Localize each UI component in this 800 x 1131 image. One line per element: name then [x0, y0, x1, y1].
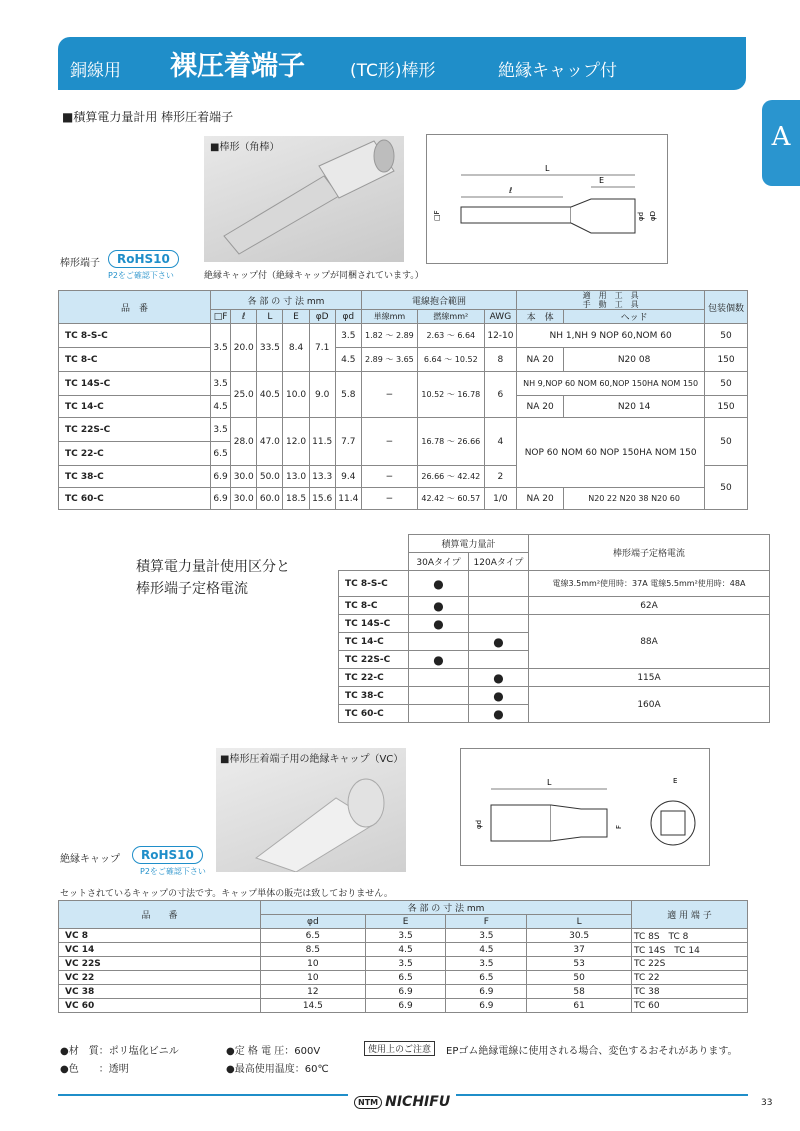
th-dims: 各 部 の 寸 法 mm — [211, 291, 362, 310]
cap-note: セットされているキャップの寸法です。キャップ単体の販売は致しておりません。 — [60, 889, 393, 899]
table-cell: TC 22 — [632, 971, 748, 985]
table-row — [59, 943, 748, 957]
logo-mark: NTM — [354, 1096, 382, 1109]
table-cell: VC 38 — [59, 985, 261, 999]
header-feature: 絶縁キャップ付 — [498, 61, 617, 81]
photo-caption: 絶縁キャップ付（絶縁キャップが同梱されています。） — [204, 271, 424, 281]
table-cell: NA 20 — [517, 396, 564, 418]
header-category: 銅線用 — [70, 61, 121, 81]
table-cell: 12-10 — [484, 324, 517, 348]
table-cell: 5.8 — [335, 372, 361, 418]
th-part: 品 番 — [59, 291, 211, 324]
table-cell — [409, 705, 469, 723]
table-cell: 4 — [484, 418, 517, 466]
rated-current-title — [136, 556, 290, 600]
table-cell: 28.0 — [231, 418, 257, 466]
th-L: L — [257, 310, 283, 324]
table-cell: − — [361, 418, 417, 466]
th-head: ヘッド — [564, 310, 705, 324]
table-cell: ● — [409, 597, 469, 615]
table-cell: ● — [469, 705, 529, 723]
page-number: 33 — [761, 1098, 773, 1108]
table-cell: 53 — [527, 957, 632, 971]
th-E: E — [365, 915, 446, 929]
table-row — [59, 971, 748, 985]
th-d: φd — [335, 310, 361, 324]
table-cell: N20 08 — [564, 348, 705, 372]
table-cell: 8.4 — [283, 324, 309, 372]
table-cell: TC 8-S-C — [59, 324, 211, 348]
dimension-drawing — [427, 135, 667, 263]
table-cell: N20 14 — [564, 396, 705, 418]
table-cell: 25.0 — [231, 372, 257, 418]
table-cell — [517, 291, 705, 310]
table-cell: 50 — [705, 466, 748, 510]
terminal-photo — [204, 136, 404, 262]
table-cell: − — [361, 488, 417, 510]
table-cell: VC 22 — [59, 971, 261, 985]
table-row — [59, 488, 748, 510]
table-row — [339, 571, 770, 597]
table-cell: − — [361, 466, 417, 488]
table-cell: 30.5 — [527, 929, 632, 943]
table-cell: N20 22 N20 38 N20 60 — [564, 488, 705, 510]
table-cell: TC 60-C — [339, 705, 409, 723]
dim-d-label: φd — [475, 819, 483, 829]
table-cell: TC 14-C — [59, 396, 211, 418]
table-row — [59, 348, 748, 372]
dim-L-label: L — [545, 164, 550, 173]
th-l: ℓ — [231, 310, 257, 324]
th-L: L — [527, 915, 632, 929]
table-cell: 13.0 — [283, 466, 309, 488]
table-cell: TC 8-C — [59, 348, 211, 372]
th-120a: 120Aタイプ — [469, 553, 529, 571]
rohs-badge: RoHS10 — [132, 846, 203, 864]
table-cell: 6.9 — [211, 488, 231, 510]
table-cell: ● — [409, 615, 469, 633]
photo-label: ■棒形（角棒） — [210, 142, 280, 153]
terminal-dimension-diagram — [426, 134, 668, 264]
table-row — [339, 597, 770, 615]
table-cell: 6.5 — [446, 971, 527, 985]
table-cell: 12.0 — [283, 418, 309, 466]
table-cell: 10.52 〜 16.78 — [417, 372, 484, 418]
table-row — [59, 929, 748, 943]
th-E: E — [283, 310, 309, 324]
rohs-note[interactable]: P2をご確認下さい — [108, 271, 174, 280]
table-cell: 88A — [529, 615, 770, 669]
table-cell: 6.5 — [261, 929, 366, 943]
table-cell: 1/0 — [484, 488, 517, 510]
table-cell: 26.66 〜 42.42 — [417, 466, 484, 488]
th-wire: 電線抱合範囲 — [361, 291, 516, 310]
table-cell: 7.1 — [309, 324, 335, 372]
table-cell: 6 — [484, 372, 517, 418]
section-title: ■積算電力量計用 棒形圧着端子 — [62, 110, 234, 124]
table-cell: ● — [469, 633, 529, 651]
cap-illustration — [216, 748, 406, 872]
dim-E-label: E — [673, 777, 678, 785]
table-cell: 11.4 — [335, 488, 361, 510]
dim-E-label: E — [599, 176, 605, 185]
table-cell: 電線3.5mm²使用時：37A 電線5.5mm²使用時：48A — [529, 571, 770, 597]
table-cell: 15.6 — [309, 488, 335, 510]
table-cell: TC 60 — [632, 999, 748, 1013]
table-cell: TC 8S TC 8 — [632, 929, 748, 943]
table-row — [59, 957, 748, 971]
table-cell: TC 38-C — [59, 466, 211, 488]
rated-current-table — [338, 534, 770, 723]
table-cell: 4.5 — [365, 943, 446, 957]
table-row — [59, 372, 748, 396]
table-row — [59, 985, 748, 999]
table-cell: VC 14 — [59, 943, 261, 957]
table-cell: ● — [469, 669, 529, 687]
table-row — [59, 999, 748, 1013]
dim-d-label: φd — [637, 211, 645, 221]
table-cell: 50 — [705, 418, 748, 466]
table-cell: 6.9 — [365, 985, 446, 999]
table-cell: 115A — [529, 669, 770, 687]
cap-spec-table — [58, 900, 748, 1013]
table-cell: 37 — [527, 943, 632, 957]
table-cell — [339, 535, 409, 571]
table-cell — [469, 597, 529, 615]
photo-label: ■棒形圧着端子用の絶縁キャップ（VC） — [220, 754, 404, 765]
dim-D-label: φD — [649, 210, 657, 221]
header-type: (TC形)棒形 — [350, 61, 436, 81]
table-cell: ● — [409, 651, 469, 669]
th-strand: 撚線mm² — [417, 310, 484, 324]
table-cell: 20.0 — [231, 324, 257, 372]
table-cell: 6.9 — [446, 985, 527, 999]
table-cell: 14.5 — [261, 999, 366, 1013]
table-cell: 3.5 — [211, 324, 231, 372]
table-cell: 6.9 — [365, 999, 446, 1013]
table-cell: 58 — [527, 985, 632, 999]
table-cell: TC 22S-C — [339, 651, 409, 669]
page-header — [58, 37, 746, 90]
table-cell: 11.5 — [309, 418, 335, 466]
table-row — [339, 687, 770, 705]
rohs-note[interactable]: P2をご確認下さい — [140, 867, 206, 876]
table-cell — [409, 633, 469, 651]
cap-drawing — [461, 749, 709, 865]
table-cell: TC 38 — [632, 985, 748, 999]
table-row — [339, 615, 770, 633]
cap-dimension-diagram — [460, 748, 710, 866]
dim-L-label: L — [547, 778, 552, 787]
th-meter: 積算電力量計 — [409, 535, 529, 553]
table-cell: 4.5 — [211, 396, 231, 418]
table-cell: 12 — [261, 985, 366, 999]
cap-label: 絶縁キャップ — [60, 854, 120, 865]
table-cell: 33.5 — [257, 324, 283, 372]
table-cell: NOP 60 NOM 60 NOP 150HA NOM 150 — [517, 418, 705, 488]
table-cell: 2.63 〜 6.64 — [417, 324, 484, 348]
table-cell: 50 — [705, 372, 748, 396]
th-term: 適 用 端 子 — [632, 901, 748, 929]
table-cell: 18.5 — [283, 488, 309, 510]
rated-title-line1: 積算電力量計使用区分と — [136, 559, 290, 575]
table-cell: TC 8-S-C — [339, 571, 409, 597]
section-tab[interactable]: A — [762, 100, 800, 186]
table-cell: TC 14S-C — [339, 615, 409, 633]
table-cell: 50.0 — [257, 466, 283, 488]
table-cell: NA 20 — [517, 348, 564, 372]
table-cell: 47.0 — [257, 418, 283, 466]
dim-F-label: □F — [433, 210, 441, 221]
table-cell: 10 — [261, 971, 366, 985]
th-D: φD — [309, 310, 335, 324]
dim-F-label: F — [615, 824, 623, 829]
table-cell: 60.0 — [257, 488, 283, 510]
table-cell: 2.89 〜 3.65 — [361, 348, 417, 372]
table-cell: TC 14S TC 14 — [632, 943, 748, 957]
table-cell: TC 60-C — [59, 488, 211, 510]
table-cell: 10.0 — [283, 372, 309, 418]
table-cell: 4.5 — [335, 348, 361, 372]
table-cell: TC 22-C — [59, 442, 211, 466]
table-cell: TC 14-C — [339, 633, 409, 651]
table-cell: 30.0 — [231, 466, 257, 488]
caution-label: 使用上のご注意 — [364, 1041, 435, 1056]
table-cell: 40.5 — [257, 372, 283, 418]
note-voltage: ●定 格 電 圧：600V — [226, 1046, 321, 1057]
table-cell: 3.5 — [365, 929, 446, 943]
table-cell: TC 22S-C — [59, 418, 211, 442]
table-cell: 62A — [529, 597, 770, 615]
table-cell: TC 22S — [632, 957, 748, 971]
table-cell: TC 22-C — [339, 669, 409, 687]
table-row — [59, 418, 748, 442]
table-cell: 3.5 — [211, 372, 231, 396]
th-current: 棒形端子定格電流 — [529, 535, 770, 571]
terminal-illustration — [204, 136, 404, 262]
table-cell: 6.5 — [211, 442, 231, 466]
table-cell: VC 60 — [59, 999, 261, 1013]
table-cell: 9.4 — [335, 466, 361, 488]
table-cell: 3.5 — [446, 929, 527, 943]
table-cell: 3.5 — [211, 418, 231, 442]
th-body: 本 体 — [517, 310, 564, 324]
table-cell: 9.0 — [309, 372, 335, 418]
th-tool: 適 用 工 具 — [582, 291, 639, 300]
table-cell: − — [361, 372, 417, 418]
header-title: 裸圧着端子 — [170, 51, 305, 82]
th-30a: 30Aタイプ — [409, 553, 469, 571]
table-cell: 50 — [527, 971, 632, 985]
table-cell: 42.42 〜 60.57 — [417, 488, 484, 510]
table-cell: 6.5 — [365, 971, 446, 985]
th-dims: 各 部 の 寸 法 mm — [261, 901, 632, 915]
table-cell: 6.9 — [446, 999, 527, 1013]
table-cell: 7.7 — [335, 418, 361, 466]
table-cell: 8 — [484, 348, 517, 372]
table-cell: 6.64 〜 10.52 — [417, 348, 484, 372]
table-cell: ● — [469, 687, 529, 705]
th-F: □F — [211, 310, 231, 324]
table-cell: 1.82 〜 2.89 — [361, 324, 417, 348]
table-cell: 6.9 — [211, 466, 231, 488]
th-tool2: 手 動 工 具 — [582, 300, 639, 309]
table-cell: 3.5 — [365, 957, 446, 971]
table-cell — [469, 571, 529, 597]
terminal-label: 棒形端子 — [60, 258, 100, 269]
th-d: φd — [261, 915, 366, 929]
table-cell: TC 14S-C — [59, 372, 211, 396]
table-cell: 50 — [705, 324, 748, 348]
table-cell: 3.5 — [335, 324, 361, 348]
table-cell: 2 — [484, 466, 517, 488]
table-row — [59, 324, 748, 348]
table-cell — [469, 651, 529, 669]
note-color: ●色 ：透明 — [60, 1064, 129, 1075]
table-cell: VC 8 — [59, 929, 261, 943]
table-cell: 16.78 〜 26.66 — [417, 418, 484, 466]
table-cell: 150 — [705, 348, 748, 372]
table-cell: ● — [409, 571, 469, 597]
table-cell: 10 — [261, 957, 366, 971]
caution-text: EPゴム絶縁電線に使用される場合、変色するおそれがあります。 — [446, 1046, 738, 1057]
table-cell: 13.3 — [309, 466, 335, 488]
cap-photo — [216, 748, 406, 872]
note-material: ●材 質：ポリ塩化ビニル — [60, 1046, 179, 1057]
rohs-badge: RoHS10 — [108, 250, 179, 268]
table-cell: 4.5 — [446, 943, 527, 957]
dim-l-label: ℓ — [509, 186, 513, 195]
th-part: 品 番 — [59, 901, 261, 929]
table-cell: TC 8-C — [339, 597, 409, 615]
th-F: F — [446, 915, 527, 929]
logo-text: NICHIFU — [385, 1094, 451, 1110]
table-cell — [409, 669, 469, 687]
table-cell: 8.5 — [261, 943, 366, 957]
th-single: 単線mm — [361, 310, 417, 324]
th-pack: 包装個数 — [705, 291, 748, 324]
rated-title-line2: 棒形端子定格電流 — [136, 581, 248, 597]
table-cell: NA 20 — [517, 488, 564, 510]
table-row — [339, 669, 770, 687]
table-cell: 61 — [527, 999, 632, 1013]
table-cell: 160A — [529, 687, 770, 723]
table-cell: NH 1,NH 9 NOP 60,NOM 60 — [517, 324, 705, 348]
table-cell — [409, 687, 469, 705]
table-cell — [469, 615, 529, 633]
table-cell: 150 — [705, 396, 748, 418]
table-cell: 3.5 — [446, 957, 527, 971]
table-cell: 30.0 — [231, 488, 257, 510]
table-cell: VC 22S — [59, 957, 261, 971]
table-cell: NH 9,NOP 60 NOM 60,NOP 150HA NOM 150 — [517, 372, 705, 396]
terminal-spec-table — [58, 290, 748, 510]
company-logo[interactable] — [348, 1094, 456, 1110]
note-temp: ●最高使用温度：60℃ — [226, 1064, 329, 1075]
table-cell: TC 38-C — [339, 687, 409, 705]
th-awg: AWG — [484, 310, 517, 324]
